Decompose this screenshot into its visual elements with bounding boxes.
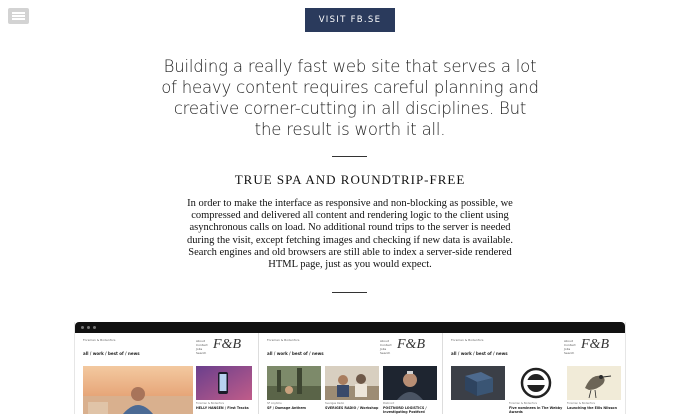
thumbnail-image [196,366,252,400]
preview-menu: About Contact Jobs Search [380,339,392,355]
preview-site-name: Forsman & Bodenfors [267,338,300,342]
thumbnail-image [83,366,193,414]
caption-title: Launching the Ellis Nilsson [567,406,617,410]
caption-meta: Forsman & Bodenfors [196,402,225,405]
divider-bottom [332,292,367,293]
section-body-text: In order to make the interface as responsive and non-blocking as possible, we compressed and delivered all content and rendering logic to the client using asynchronous calls on load. No additional round trips to the server is needed during the visit, except fetching images and checking if new data is available. Search engines and old browsers are still able to index a server-side rendered HTML page, just as you would expect. [187,198,513,271]
thumbnail-image [509,366,563,400]
window-dot-icon [81,326,84,329]
preview-nav: all / work / best of / news [83,351,140,356]
caption-meta: Forsman & Bodenfors [509,402,538,405]
fb-logo: F&B [397,337,425,352]
caption-meta: Sveriges Radio [325,402,345,405]
preview-site-name: Forsman & Bodenfors [451,338,484,342]
preview-menu: About Contact Jobs Search [564,339,576,355]
thumbnail-image [567,366,621,400]
thumbnail-image [451,366,505,400]
browser-title-bar [75,322,625,333]
preview-column-3 [443,333,627,414]
caption-title: Five nominees in The Webby Awards [509,406,563,414]
fb-logo: F&B [213,337,241,352]
visit-site-button[interactable]: VISIT FB.SE [305,8,395,32]
preview-nav: all / work / best of / news [451,351,508,356]
caption-title: SVERIGES RADIO / Workshop [325,406,379,410]
window-dot-icon [93,326,96,329]
hamburger-menu-icon[interactable] [8,8,29,24]
window-dot-icon [87,326,90,329]
divider-top [332,156,367,157]
caption-title: POSTNORD LOGISTICS / Investigating Postford [383,406,427,414]
thumbnail-image [267,366,321,400]
caption-title: HELLY HANSEN / First Tracks [196,406,249,410]
caption-title: SF / Damage Anthem [267,406,306,410]
caption-meta: Postnord [383,402,395,405]
fb-logo: F&B [581,337,609,352]
section-heading: TRUE SPA AND ROUNDTRIP-FREE [234,172,466,187]
preview-column-2 [259,333,443,414]
caption-meta: Forsman & Bodenfors [567,402,596,405]
intro-lead-text: Building a really fast web site that serves a lot of heavy content requires careful planning and creative corner-cutting in all disciplines. But the result is worth it all. [161,57,539,139]
preview-column-1 [75,333,259,414]
thumbnail-image [325,366,379,400]
preview-menu: About Contact Jobs Search [196,339,208,355]
preview-nav: all / work / best of / news [267,351,324,356]
caption-meta: SF Anytime [267,402,282,405]
preview-site-name: Forsman & Bodenfors [83,338,116,342]
browser-preview [74,322,626,414]
thumbnail-image [383,366,437,400]
